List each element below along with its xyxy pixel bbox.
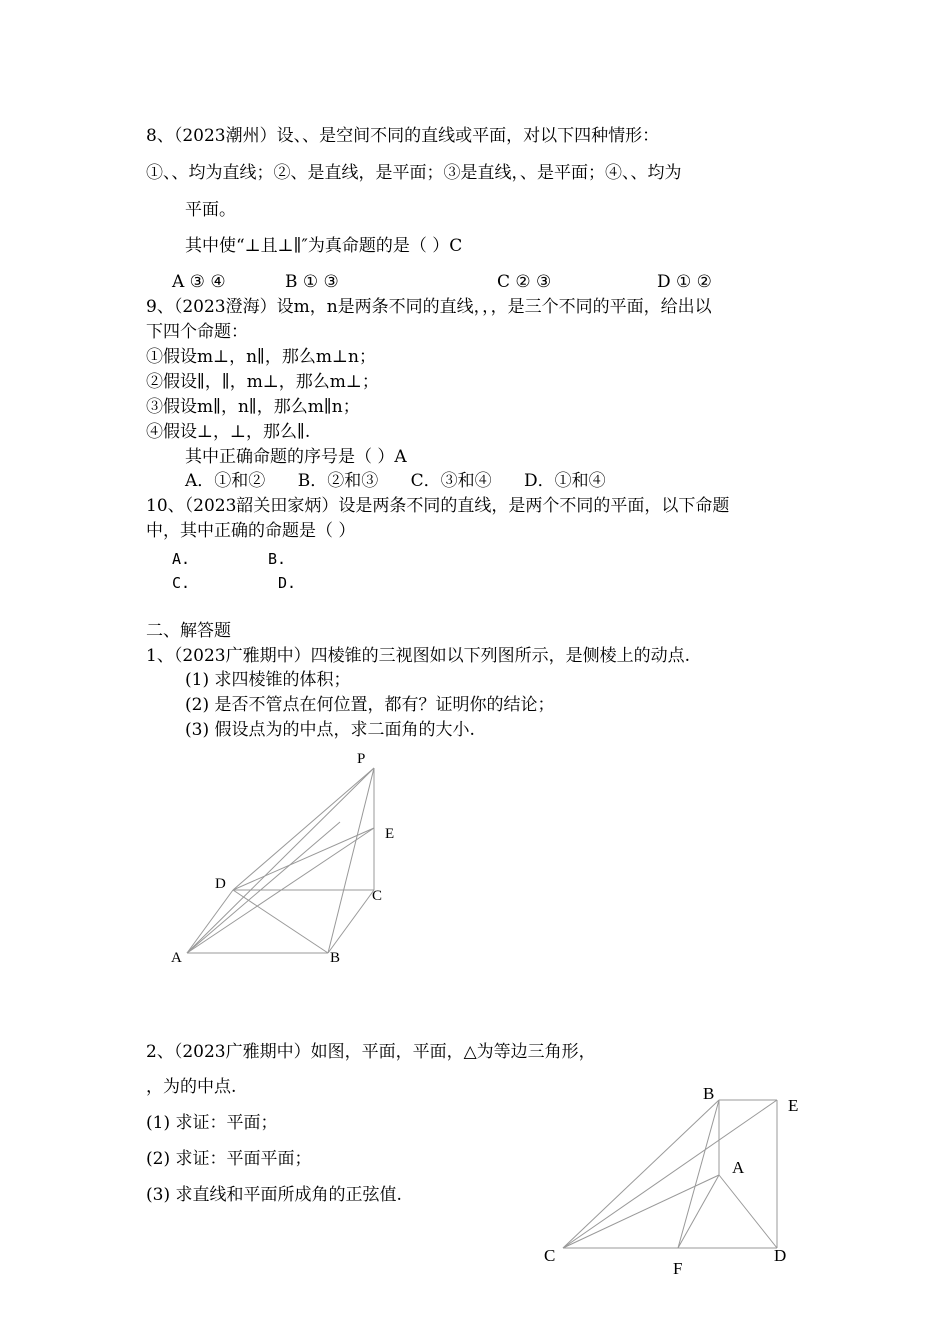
q8-cases-line1: ①、、均为直线；②、是直线，是平面；③是直线，、是平面；④、、均为 [146,163,682,183]
q10-option-b: B. [268,550,287,568]
label-E: E [385,826,395,842]
label-B: B [330,950,341,966]
problem1-part2: (2) 是否不管点在何位置，都有？证明你的结论； [185,695,555,715]
q9-question: 其中正确命题的序号是（ ）A [185,447,407,467]
q8-option-a: A ③ ④ [172,272,226,292]
label-D: D [215,876,226,892]
q8-cases-line2: 平面。 [185,200,236,220]
edge-CB [563,1100,719,1248]
edge-CE [563,1100,777,1248]
problem1-part3: (3) 假设点为的中点，求二面角的大小. [185,720,475,740]
label-C: C [544,1246,556,1265]
q8-option-c: C ② ③ [497,272,552,292]
label-D: D [774,1246,787,1265]
problem2-part2: (2) 求证：平面平面； [146,1149,312,1169]
q10-option-a: A. [172,550,191,568]
q10-option-c: C. [172,574,191,592]
label-P: P [357,751,366,767]
label-C: C [372,888,383,904]
problem2-part3: (3) 求直线和平面所成角的正弦值. [146,1185,402,1205]
q8-stem: 8、（2023潮州）设、、是空间不同的直线或平面，对以下四种情形： [146,126,660,146]
q9-stem-line2: 下四个命题： [146,322,248,342]
edge-AD [719,1175,777,1248]
q10-stem-line2: 中，其中正确的命题是（ ） [146,521,356,541]
problem2-stem: 2、（2023广雅期中）如图，平面，平面，△为等边三角形， [146,1042,596,1062]
edge-FB [678,1100,719,1248]
q9-proposition-2: ②假设∥，∥，m⊥，那么m⊥； [146,372,379,392]
label-A: A [171,950,182,966]
problem2-part1: (1) 求证：平面； [146,1113,278,1133]
q8-option-d: D ① ② [657,272,712,292]
q8-question: 其中使“⊥且⊥∥″为真命题的是（ ）C [185,236,463,256]
q9-proposition-3: ③假设m∥，n∥，那么m∥n； [146,397,360,417]
q9-proposition-1: ①假设m⊥，n∥，那么m⊥n； [146,347,376,367]
section-title: 二、解答题 [146,621,231,641]
q8-option-b: B ① ③ [285,272,339,292]
q10-stem-line1: 10、（2023韶关田家炳）设是两条不同的直线，是两个不同的平面，以下命题 [146,496,730,516]
problem2-note: ，为的中点. [146,1077,237,1097]
q9-stem-line1: 9、（2023澄海）设m，n是两条不同的直线，，，是三个不同的平面，给出以 [146,297,712,317]
edge-AF [678,1175,719,1248]
label-E: E [788,1096,799,1115]
problem1-stem: 1、（2023广雅期中）四棱锥的三视图如以下列图所示，是侧棱上的动点. [146,646,690,666]
q9-proposition-4: ④假设⊥，⊥，那么∥. [146,422,311,442]
problem1-part1: (1) 求四棱锥的体积； [185,670,351,690]
q9-options: A．①和② B．②和③ C．③和④ D．①和④ [185,471,606,491]
q10-option-d: D. [278,574,297,592]
label-B: B [703,1084,715,1103]
label-A: A [732,1158,745,1177]
label-F: F [673,1259,683,1278]
